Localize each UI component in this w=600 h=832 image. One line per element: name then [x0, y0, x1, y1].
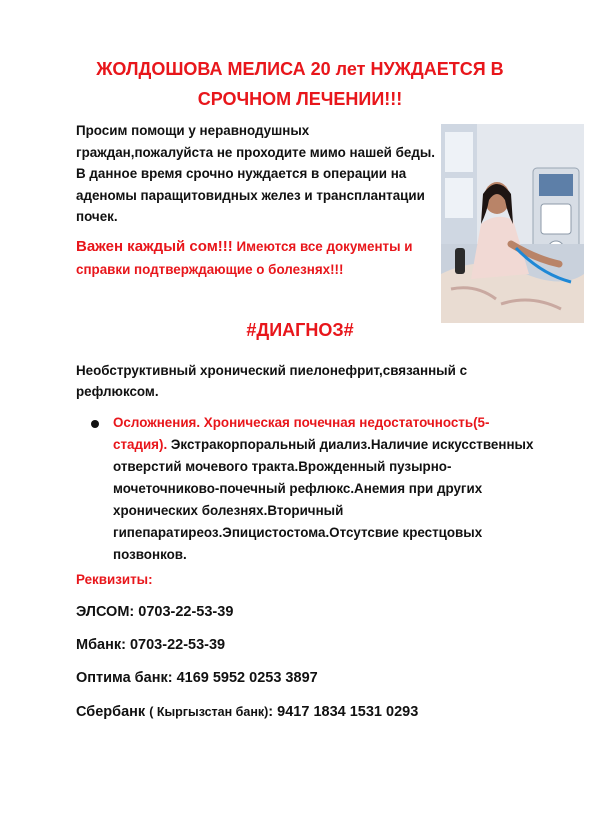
- bank-sberbank: [76, 704, 418, 720]
- bank-label: Мбанк:: [76, 637, 130, 653]
- requisites-label: Реквизиты:: [76, 572, 153, 587]
- bank-number: 4169 5952 0253 3897: [176, 670, 318, 686]
- bullet-dot: [91, 420, 99, 428]
- important-highlight: Важен каждый сом!!!: [76, 238, 233, 255]
- important-rest: Имеются все документы и справки подтверждающие о болезнях!!!: [76, 239, 413, 277]
- bank-label-end: :: [268, 704, 278, 720]
- complications-rest: Экстракорпоральный диализ.Наличие искусственных отверстий мочевого тракта.Врожденный пузырно-мочеточниково-почечный рефлюкс.Анемия при других хронических болезнях.Вторичный гипепаратиреоз.Эпицистостома.Отсутсвие крестцовых позвонков.: [113, 437, 534, 562]
- bank-optima: [76, 670, 318, 686]
- important-note: [76, 235, 438, 281]
- bank-mbank: [76, 637, 225, 653]
- title-line-2: СРОЧНОМ ЛЕЧЕНИИ!!!: [197, 89, 403, 109]
- patient-photo-illustration: [441, 124, 584, 323]
- title-line-1: ЖОЛДОШОВА МЕЛИСА 20 лет НУЖДАЕТСЯ В: [96, 59, 504, 79]
- complications-highlight: Осложнения. Хроническая почечная недостаточность(5-стадия).: [113, 415, 490, 452]
- bank-label: Сбербанк: [76, 704, 150, 720]
- bank-number: 9417 1834 1531 0293: [277, 704, 419, 720]
- bank-note: ( Кыргызстан банк): [149, 705, 269, 719]
- bank-label: Оптима банк:: [76, 670, 177, 686]
- intro-paragraph: Просим помощи у неравнодушных граждан,пожалуйста не проходите мимо нашей беды. В данное время срочно нуждается в операции на аденомы паращитовидных желез и трансплантации почек.: [76, 123, 436, 224]
- bank-number: 0703-22-53-39: [129, 637, 226, 653]
- page-title: [40, 54, 560, 114]
- bank-label: ЭЛСОМ:: [76, 604, 139, 620]
- complications-paragraph: [113, 412, 543, 566]
- diagnosis-heading: #ДИАГНОЗ#: [246, 320, 354, 340]
- bank-number: 0703-22-53-39: [138, 604, 234, 620]
- diagnosis-text: Необструктивный хронический пиелонефрит,связанный с рефлюксом.: [76, 363, 468, 399]
- bank-elsom: [76, 604, 233, 620]
- patient-photo: [441, 124, 584, 323]
